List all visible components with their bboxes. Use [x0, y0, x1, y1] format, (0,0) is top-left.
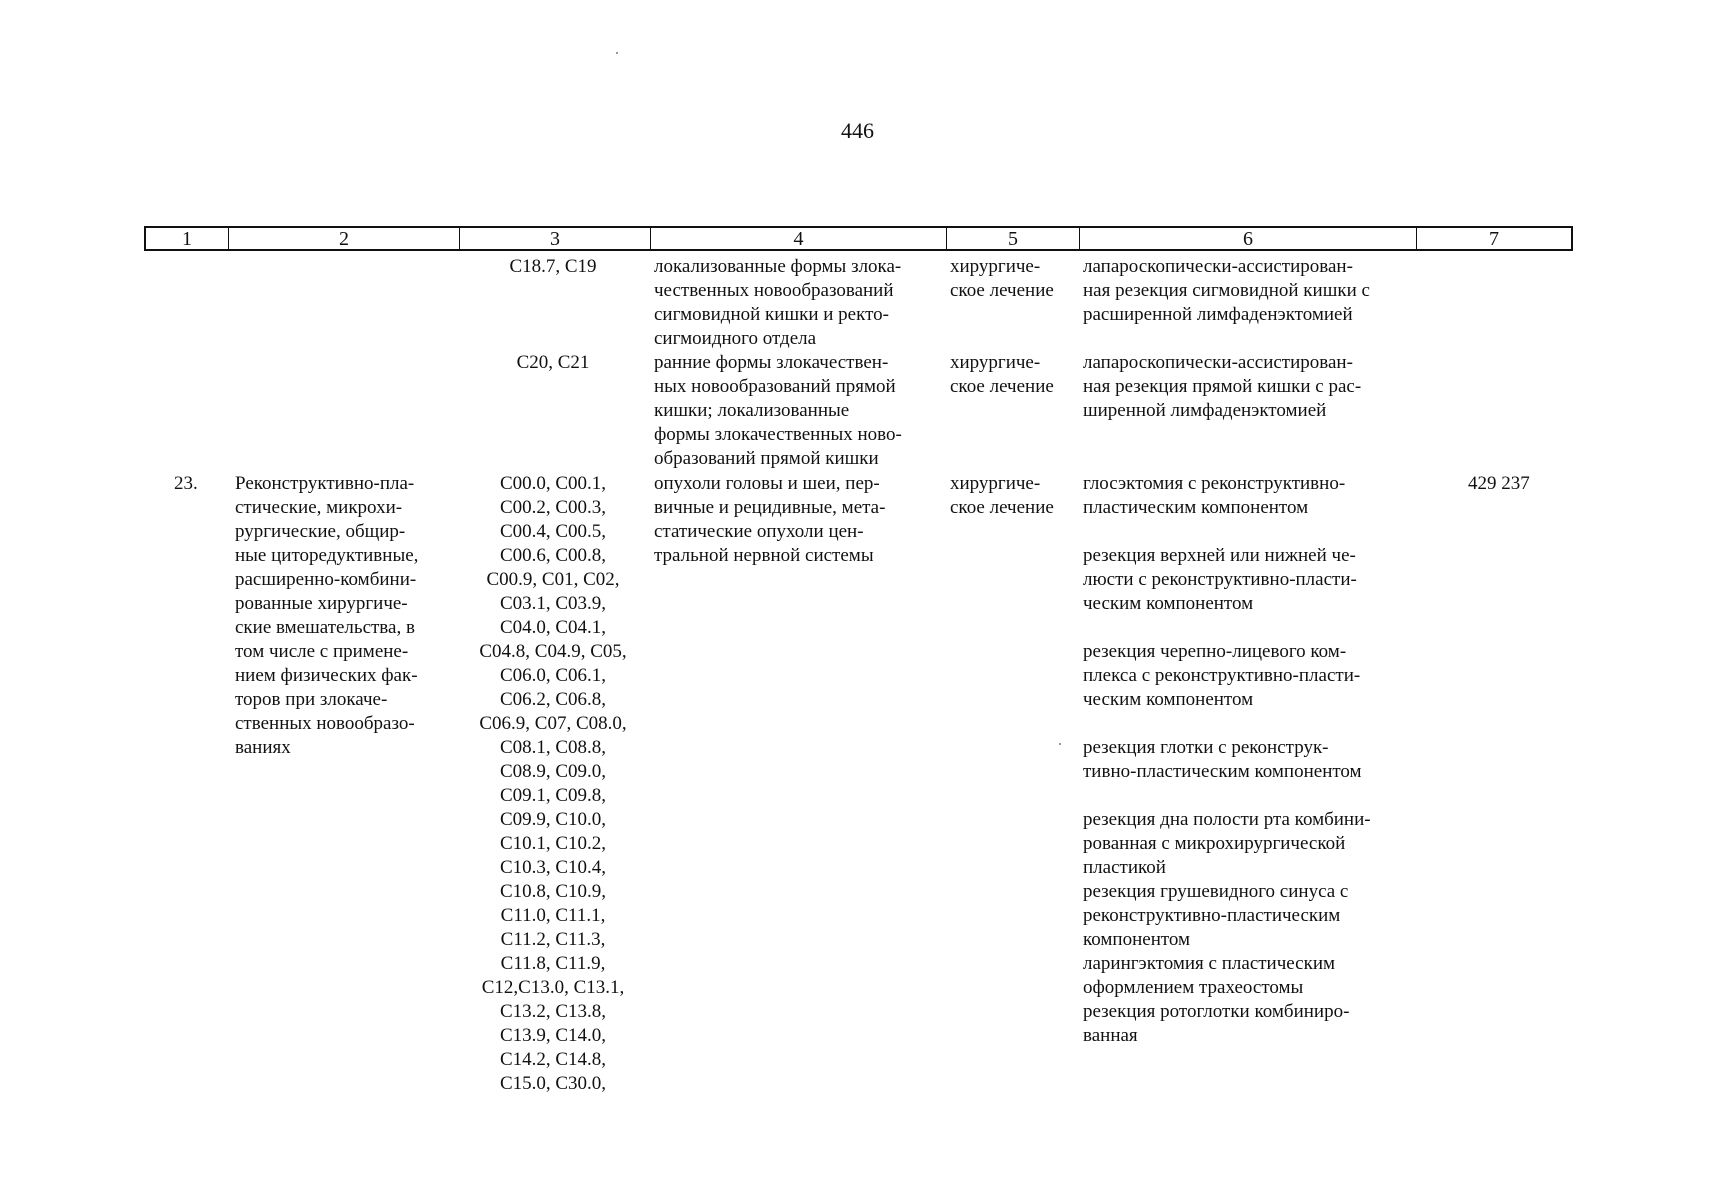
row3-method-2: резекция верхней или нижней че- люсти с реконструктивно-пласти- ческим компонентом: [1083, 545, 1357, 614]
row1-diagnosis: локализованные формы злока- чественных новообразований сигмовидной кишки и ректо- сигмоидного отдела: [654, 256, 902, 349]
row1-method: лапароскопически-ассистирован- ная резекция сигмовидной кишки с расширенной лимфаденэктомией: [1083, 256, 1370, 325]
row2-diagnosis: ранние формы злокачествен- ных новообразований прямой кишки; локализованные формы злокачественных ново- образований прямой кишки: [654, 352, 902, 469]
row3-method-3: резекция черепно-лицевого ком- плекса с реконструктивно-пласти- ческим компонентом: [1083, 641, 1361, 710]
row3-method-5: резекция дна полости рта комбини- рованная с микрохирургической пластикой: [1083, 809, 1371, 878]
header-col-2: 2: [229, 228, 460, 249]
page-number: 446: [841, 118, 874, 143]
header-col-4: 4: [651, 228, 947, 249]
row3-method-1: глосэктомия с реконструктивно- пластическим компонентом: [1083, 473, 1346, 518]
row3-cost: 429 237: [1468, 473, 1530, 494]
scan-speck: [616, 52, 618, 54]
row3-codes: C00.0, C00.1, C00.2, C00.3, C00.4, C00.5, C00.6, C00.8, C00.9, C01, C02, C03.1, C03.9, C04.0, C04.1, C04.8, C04.9, C05, C06.0, C06.1, C06.2, C06.8, C06.9, C07, C08.0, C08.1, C08.8, C08.9, C09.0, C09.1, C09.8, C09.9, C10.0, C10.1, C10.2, C10.3, C10.4, C10.8, C10.9, C11.0, C11.1, C11.2, C11.3, C11.8, C11.9, C12,C13.0, C13.1, C13.2, C13.8, C13.9, C14.0, C14.2, C14.8, C15.0, C30.0,: [479, 473, 627, 1094]
row3-number: 23.: [174, 473, 198, 494]
row2-method: лапароскопически-ассистирован- ная резекция прямой кишки с рас- ширенной лимфаденэктомией: [1083, 352, 1362, 421]
header-col-3: 3: [460, 228, 651, 249]
scan-speck: [1059, 743, 1061, 745]
row3-method-8: резекция ротоглотки комбиниро- ванная: [1083, 1001, 1350, 1046]
row3-treatment: хирургиче- ское лечение: [950, 473, 1054, 518]
header-col-7: 7: [1489, 228, 1499, 250]
table-header: [144, 226, 1573, 251]
row1-treatment: хирургиче- ское лечение: [950, 256, 1054, 301]
row3-name: Реконструктивно-пла- стические, микрохи- рургические, общир- ные циторедуктивные, расширенно-комбини- рованные хирургиче- ские вмешательства, в том числе с примене- нием физических фак- торов при злокаче- ственных новообразо- ваниях: [235, 473, 419, 758]
row3-method-4: резекция глотки с реконструк- тивно-пластическим компонентом: [1083, 737, 1362, 782]
row3-method-7: ларингэктомия с пластическим оформлением трахеостомы: [1083, 953, 1336, 998]
row1-codes: C18.7, C19: [509, 256, 597, 277]
row3-method-6: резекция грушевидного синуса с реконструктивно-пластическим компонентом: [1083, 881, 1349, 950]
header-col-5: 5: [947, 228, 1080, 249]
header-col-1: 1: [146, 228, 229, 249]
row3-diagnosis: опухоли головы и шеи, пер- вичные и рецидивные, мета- статические опухоли цен- тральной нервной системы: [654, 473, 886, 566]
row2-codes: C20, C21: [516, 352, 590, 373]
row2-treatment: хирургиче- ское лечение: [950, 352, 1054, 397]
header-col-6: 6: [1080, 228, 1417, 249]
